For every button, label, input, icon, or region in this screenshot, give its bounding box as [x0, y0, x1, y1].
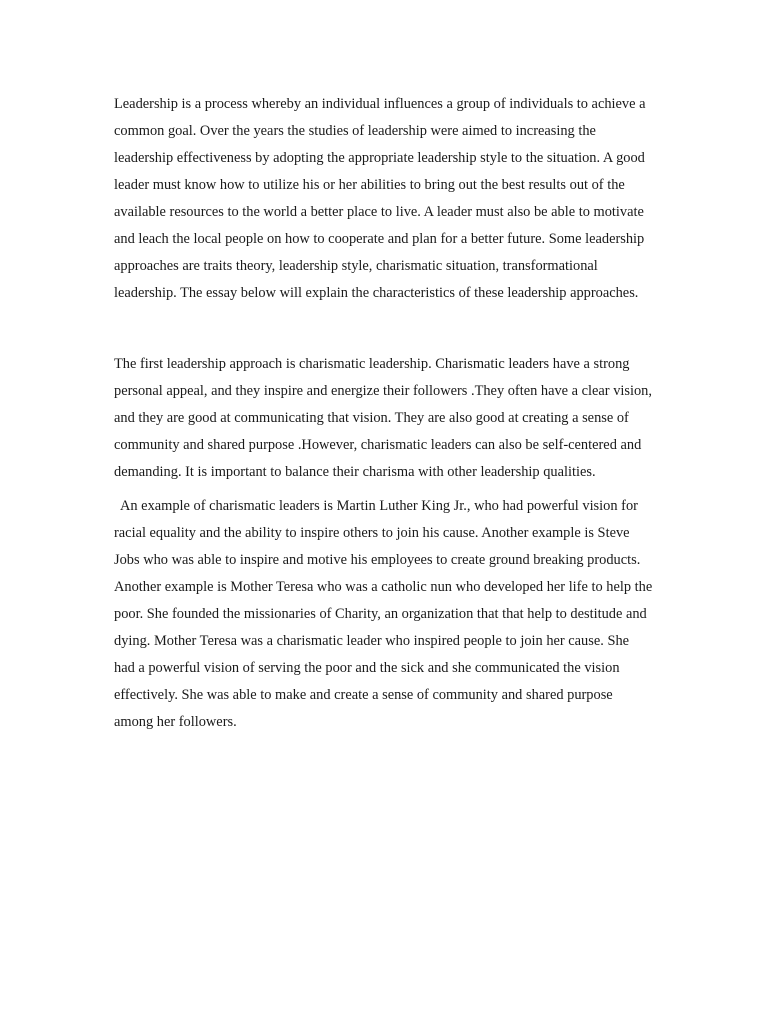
text-line: Jobs who was able to inspire and motive his employees to create ground breaking products. — [114, 552, 641, 568]
text-line: Leadership is a process whereby an individual influences a group of individuals to achieve a — [114, 96, 646, 112]
text-line: approaches are traits theory, leadership style, charismatic situation, transformational — [114, 258, 598, 274]
paragraph-charismatic-leadership — [114, 351, 666, 486]
text-line: available resources to the world a better place to live. A leader must also be able to motivate — [114, 204, 644, 220]
text-line: demanding. It is important to balance their charisma with other leadership qualities. — [114, 464, 596, 480]
text-line: leadership effectiveness by adopting the appropriate leadership style to the situation. A good — [114, 150, 645, 166]
text-line: community and shared purpose .However, charismatic leaders can also be self-centered and — [114, 437, 642, 453]
text-line: common goal. Over the years the studies of leadership were aimed to increasing the — [114, 123, 596, 139]
text-line: leadership. The essay below will explain the characteristics of these leadership approaches. — [114, 285, 639, 301]
text-line: and they are good at communicating that vision. They are also good at creating a sense of — [114, 410, 629, 426]
text-line: An example of charismatic leaders is Martin Luther King Jr., who had powerful vision for — [120, 498, 638, 514]
text-line: The first leadership approach is charismatic leadership. Charismatic leaders have a strong — [114, 356, 630, 372]
paragraph-examples — [114, 493, 666, 736]
paragraph-intro — [114, 91, 666, 307]
text-line: among her followers. — [114, 714, 237, 730]
text-line: effectively. She was able to make and create a sense of community and shared purpose — [114, 687, 613, 703]
text-line: dying. Mother Teresa was a charismatic leader who inspired people to join her cause. She — [114, 633, 630, 649]
text-line: racial equality and the ability to inspire others to join his cause. Another example is Steve — [114, 525, 630, 541]
text-line: poor. She founded the missionaries of Charity, an organization that that help to destitude and — [114, 606, 647, 622]
text-line: had a powerful vision of serving the poor and the sick and she communicated the vision — [114, 660, 620, 676]
text-line: and leach the local people on how to cooperate and plan for a better future. Some leadership — [114, 231, 645, 247]
text-line: Another example is Mother Teresa who was a catholic nun who developed her life to help the — [114, 579, 653, 595]
text-line: personal appeal, and they inspire and energize their followers .They often have a clear vision, — [114, 383, 652, 399]
text-line: leader must know how to utilize his or her abilities to bring out the best results out of the — [114, 177, 625, 193]
